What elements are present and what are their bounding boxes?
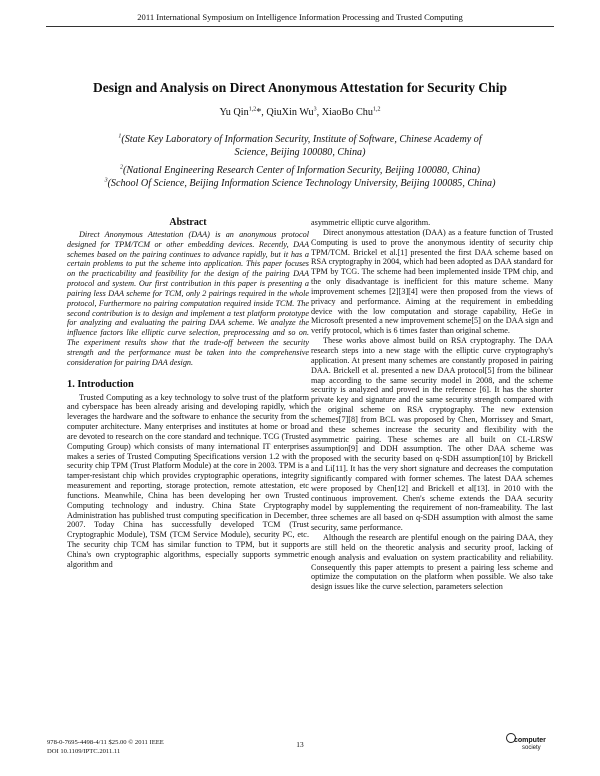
paper-title: Design and Analysis on Direct Anonymous Attestation for Security Chip — [93, 80, 507, 95]
affiliation-2 — [0, 164, 600, 177]
affiliation-number: 3 — [104, 177, 108, 184]
corresponding-mark: * — [256, 107, 262, 118]
abstract-heading: Abstract — [169, 217, 207, 228]
author-name: Yu Qin — [219, 107, 249, 118]
page-number: 13 — [296, 740, 304, 749]
logo-text: computer — [514, 737, 546, 744]
footer-doi: DOI 10.1109/IPTC.2011.11 — [47, 747, 121, 755]
affiliation-text: (National Engineering Research Center of Information Security, Beijing 100080, China) — [122, 165, 481, 176]
author-superscript: 3 — [313, 106, 317, 113]
affiliation-text: Science, Beijing 100080, China) — [234, 147, 366, 158]
author-name: XiaoBo Chu — [321, 107, 373, 118]
conference-header: 2011 International Symposium on Intelligence Information Processing and Trusted Computing — [137, 12, 463, 22]
body-paragraph: Direct anonymous attestation (DAA) as a feature function of Trusted Computing is used to prove the anonymous identity of security chip TPM/TCM. Brickel et al.[1] presented the first DAA scheme based on RSA cryptography in 2004, which had been adopted as DAA standard for TPM by TCG. The scheme had been implemented inside TPM chip, and the only disadvantage is inefficient for this mature scheme. Many improvement schemes [2][3][4] were then proposed from the views of privacy and performance. Aiming at the requirement in embedding device with the low computation and storage capability, HeGe in Microsoft presented a new improvement scheme[5] on the DAA sign and verify protocol, which is 6 times faster than original scheme. — [311, 227, 553, 336]
author-line: Yu Qin$^{1,2}$*, QiuXin Wu$^3$, XiaoBo Chu$^{1,2}$ — [219, 106, 381, 118]
author-superscript: 1,2 — [248, 106, 257, 113]
body-paragraph: These works above almost build on RSA cryptography. The DAA research steps into a new stage with the elliptic curve cryptography's application. At present many schemes are constantly proposed in pairing DAA. Brickell et al. presented a new DAA protocol[5] from the bilinear map according to the same security model in 2008, and the scheme security is analyzed and proved in the reference [6]. It has the shorter private key and signature and the same security strength compared with the original scheme on RSA cryptography. The new extension schemes[7][8] from BCL was proposed by Chen, Morrissey and Smart, and these schemes increase the security and flexibility with the asymmetric pairing. These schemes are all built on CL-LRSW assumption[9] and DDH assumption. The other DAA scheme was proposed with the security based on q-SDH assumption[10] by Brickell and Li[11]. It has the very short signature and decreases the computation significantly compared with former schemes. The latest DAA schemes were proposed by Chen[12] and Brickell et al[13]. in 2010 with the continuous improvement. Chen's scheme extends the DAA security model by supplementing the requirement of non-frameability. The last three schemes are all based on q-SDH assumption with almost the same security, same performance. — [311, 336, 553, 533]
author-name: QiuXin Wu — [266, 107, 314, 118]
abstract-text: Direct Anonymous Attestation (DAA) is an anonymous protocol designed for TPM/TCM or other embedding devices. Recently, DAA schemes based on the pairing continues to advance rapidly, but it has a certain problems to put the scheme into application. This paper focuses on the practicability and feasibility for the design of the pairing DAA protocol and system. Our first contribution in this paper is presenting a pairing less DAA scheme for TCM, only 2 pairings required in the whole protocol, Furthermore no pairing computation required inside TCM. The second contribution is to design and implement a test platform prototype for analyzing and evaluating the pairing DAA scheme. We analyze the influence factors like elliptic curve selection, preprocessing and so on. The experiment results show that the trade-off between the security strength and the performance must be taken into the comprehensive consideration for pairing DAA design. — [67, 229, 309, 367]
body-paragraph: asymmetric elliptic curve algorithm. — [311, 218, 431, 227]
section-heading: 1. Introduction — [67, 378, 134, 390]
body-paragraph: Trusted Computing as a key technology to solve trust of the platform and cyberspace has been already arising and developing rapidly, which leverages the hardware and the software to enhance the security from the computer architecture. Many enterprises and institutes at home or broad are devoted to research on the core standard and technique. TCG (Trusted Computing Group) which consists of many international IT enterprises makes a series of Trusted Computing Specifications version 1.2 with the security chip TPM (Trust Platform Module) at the core in 2003. TPM is a tamper-resistant chip which provides cryptographic operations, integrity measurement and reporting, storage protection, remote attestation, etc functions. Meanwhile, China has been developing her own Trusted Computing technology and industry. China State Cryptography Administration has published trust computing specification in December, 2007. Today China has successfully developed TCM (Trust Cryptographic Module), TSM (TCM Service Module), security PC, etc. The security chip TCM has similar function to TPM, but it supports China's own cryptographic algorithms, especially supports symmetric algorithm and — [67, 392, 309, 569]
header-rule — [46, 26, 554, 27]
affiliation-number: 2 — [119, 164, 123, 171]
author-superscript: 1,2 — [372, 106, 381, 113]
affiliation-3 — [0, 177, 600, 190]
affiliation-text: (State Key Laboratory of Information Security, Institute of Software, Chinese Academy of — [121, 134, 482, 145]
affiliation-1 — [0, 133, 600, 159]
footer-isbn: 978-0-7695-4498-4/11 $25.00 © 2011 IEEE — [47, 739, 164, 746]
logo-text: society — [522, 745, 541, 751]
body-paragraph: Although the research are plentiful enough on the pairing DAA, they are still held on the theoretic analysis and security proof, lacking of enough analysis and evaluation on system practicability and reliability. Consequently this paper attempts to present a pairing less scheme and optimize the computation on the platform when possible. We also take design issues like the curve selection, parameters selection — [311, 533, 553, 592]
right-column — [311, 218, 553, 592]
left-column — [67, 218, 309, 570]
affiliation-text: (School Of Science, Beijing Information Science Technology University, Beijing 100085, China) — [107, 178, 496, 189]
computer-society-logo — [506, 733, 566, 757]
affiliation-number: 1 — [118, 133, 122, 140]
